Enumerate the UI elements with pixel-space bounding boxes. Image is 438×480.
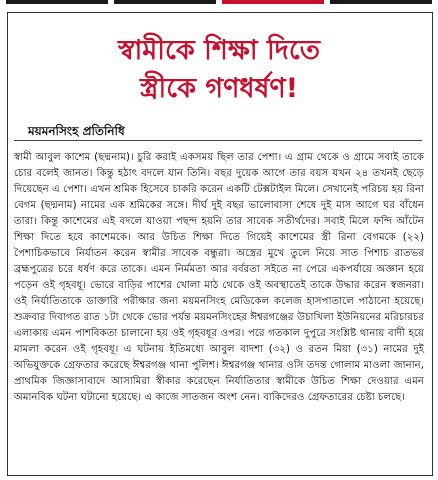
top-bar-accent	[222, 0, 324, 4]
top-decorative-bars	[0, 0, 438, 10]
byline-divider	[14, 140, 422, 141]
article-body: স্বামী আবুল কাশেম (ছদ্মনাম)। চুরি করাই একসময় ছিল তার পেশা। এ গ্রাম থেকে ও গ্রামে সবাই তাকে চোর বলেই জানত। কিন্তু হঠাৎ বদলে যান তিনি। বছর দুয়েক আগে তার বয়স যখন ২৪ তখনই ছেড়ে দিয়েছেন এ পেশা। এখন শ্রমিক হিসেবে চাকরি করেন একটি টেক্সটাইল মিলে। সেখানেই পরিচয় হয় রিনা বেগম (ছদ্মনাম) নামের এক শ্রমিকের সঙ্গে। দীর্ঘ দুই বছর ভালোবাসা শেষে দুই মাস আগে ঘর বাঁধেন তারা। কিন্তু কাশেমের এই বদলে যাওয়া পছন্দ হয়নি তার সাবেক সতীর্থদের। সবাই মিলে ফন্দি আঁটেন শিক্ষা দিতে হবে কাশেমকে। আর উচিত শিক্ষা দিতে গিয়েই কাশেমের স্ত্রী রিনা বেগমকে (২২) পৈশাচিকভাবে নির্যাতন করেন স্বামীর সাবেক বন্ধুরা। অস্ত্রের মুখে তুলে নিয়ে সাত পিশাচ রাতভর ব্রহ্মপুত্রের চরে ধর্ষণ করে তাকে। এমন নির্মমতা আর বর্বরতা সইতে না পেরে একপর্যায়ে অজ্ঞান হয়ে পড়েন ওই গৃহবধূ। ভোরে বাড়ির পাশের খোলা মাঠ থেকে ওই অবস্থাতেই তাকে উদ্ধার করেন স্বজনরা। ওই নির্যাতিতাকে ডাক্তারি পরীক্ষার জন্য ময়মনসিংহ মেডিকেল কলেজ হাসপাতালে পাঠানো হয়েছে। শুক্রবার দিবাগত রাত ১টা থেকে ভোর পর্যন্ত ময়মনসিংহের ঈশ্বরগঞ্জের উচাখিলা ইউনিয়নের মরিচারচর এলাকায় এমন পাশবিকতা চালানো হয় ওই গৃহবধূর ওপর। পরে গতকাল দুপুরে সংশ্লিষ্ট থানায় বাদী হয়ে মামলা করেন ওই গৃহবধূ। এ ঘটনায় ইতিমধ্যে আবুল বাদশা (৩২) ও রতন মিয়া (৩১) নামের দুই অভিযুক্তকে গ্রেফতার করেছে ঈশ্বরগঞ্জ থানা পুলিশ। ঈশ্বরগঞ্জ থানার ওসি তদন্ত গোলাম মাওলা জানান, প্রাথমিক জিজ্ঞাসাবাদে আসামিরা স্বীকার করেছেন নির্যাতিতার স্বামীকে উচিত শিক্ষা দেওয়ার এমন অমানবিক ঘটনা ঘটানো হয়েছে। এ কাজে সাতজন অংশ নেন। বাকিদেরও গ্রেফতারের চেষ্টা চলছে।	[14, 152, 424, 403]
top-bar	[6, 0, 108, 4]
byline: ময়মনসিংহ প্রতিনিধি	[28, 124, 125, 138]
headline	[0, 32, 438, 108]
headline-line-2: স্ত্রীকে গণধর্ষণ!	[139, 73, 299, 104]
top-bar	[330, 0, 432, 4]
top-bar	[114, 0, 216, 4]
headline-line-1: স্বামীকে শিক্ষা দিতে	[118, 35, 320, 66]
